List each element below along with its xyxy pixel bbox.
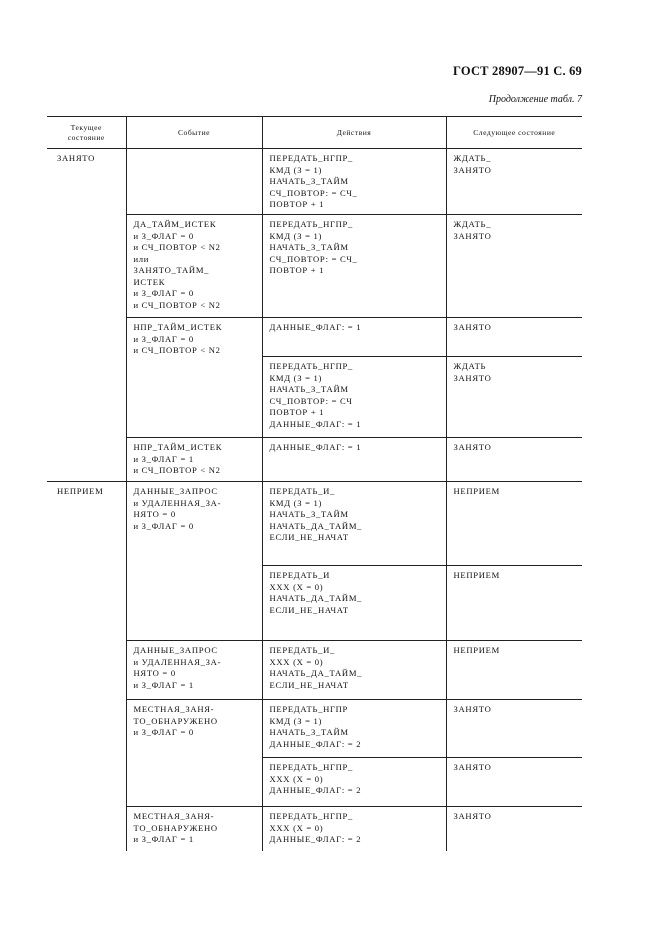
action-cell: ДАННЫЕ_ФЛАГ: = 1 xyxy=(262,318,446,357)
action-cell: ПЕРЕДАТЬ_НГПР_ XXX (X = 0) ДАННЫЕ_ФЛАГ: = 2 xyxy=(262,758,446,807)
column-header-current-state: Текущее состояние xyxy=(47,117,126,149)
table-continuation-note: Продолжение табл. 7 xyxy=(488,94,582,105)
table-row xyxy=(47,318,582,357)
event-cell: МЕСТНАЯ_ЗАНЯ- ТО_ОБНАРУЖЕНО и З_ФЛАГ = 1 xyxy=(126,807,262,851)
next-state-cell: НЕПРИЕМ xyxy=(446,482,582,566)
current-state-cell xyxy=(47,357,126,438)
current-state-cell: НЕПРИЕМ xyxy=(47,482,126,566)
table-row xyxy=(47,482,582,566)
column-header-actions: Действия xyxy=(262,117,446,149)
next-state-cell: ЖДАТЬ_ ЗАНЯТО xyxy=(446,215,582,318)
table-row xyxy=(47,357,582,438)
event-cell: НПР_ТАЙМ_ИСТЕК и З_ФЛАГ = 0 и СЧ_ПОВТОР < N2 xyxy=(126,318,262,357)
current-state-cell xyxy=(47,758,126,807)
page-header: ГОСТ 28907—91 С. 69 xyxy=(453,64,582,78)
next-state-cell: НЕПРИЕМ xyxy=(446,566,582,641)
current-state-cell xyxy=(47,566,126,641)
next-state-cell: ЗАНЯТО xyxy=(446,700,582,758)
table-row xyxy=(47,700,582,758)
current-state-cell xyxy=(47,700,126,758)
action-cell: ПЕРЕДАТЬ_И_ XXX (X = 0) НАЧАТЬ_ДА_ТАЙМ_ ЕСЛИ_НЕ_НАЧАТ xyxy=(262,641,446,700)
next-state-cell: ЖДАТЬ ЗАНЯТО xyxy=(446,357,582,438)
current-state-cell xyxy=(47,807,126,851)
event-cell xyxy=(126,357,262,438)
event-cell: НПР_ТАЙМ_ИСТЕК и З_ФЛАГ = 1 и СЧ_ПОВТОР < N2 xyxy=(126,438,262,482)
current-state-cell xyxy=(47,641,126,700)
event-cell: МЕСТНАЯ_ЗАНЯ- ТО_ОБНАРУЖЕНО и З_ФЛАГ = 0 xyxy=(126,700,262,758)
current-state-cell: ЗАНЯТО xyxy=(57,153,95,163)
current-state-cell xyxy=(47,438,126,482)
event-cell: ДА_ТАЙМ_ИСТЕК и З_ФЛАГ = 0 и СЧ_ПОВТОР < N2 или ЗАНЯТО_ТАЙМ_ ИСТЕК и З_ФЛАГ = 0 и СЧ_ПОВТОР < N2 xyxy=(126,215,262,318)
table-row xyxy=(47,641,582,700)
event-cell xyxy=(126,758,262,807)
action-cell: ПЕРЕДАТЬ_НГПР_ КМД (З = 1) НАЧАТЬ_З_ТАЙМ СЧ_ПОВТОР: = СЧ_ ПОВТОР + 1 xyxy=(262,215,446,318)
action-cell: ПЕРЕДАТЬ_НГПР_ КМД (З = 1) НАЧАТЬ_З_ТАЙМ СЧ_ПОВТОР: = СЧ ПОВТОР + 1 ДАННЫЕ_ФЛАГ: = 1 xyxy=(262,357,446,438)
state-transition-table xyxy=(47,116,582,851)
table-header-row xyxy=(47,117,582,149)
action-cell: ПЕРЕДАТЬ_НГПР_ XXX (X = 0) ДАННЫЕ_ФЛАГ: = 2 xyxy=(262,807,446,851)
table-row xyxy=(47,215,582,318)
next-state-cell: ЖДАТЬ_ ЗАНЯТО xyxy=(446,149,582,215)
current-state-cell xyxy=(47,318,126,357)
current-state-cell xyxy=(47,215,126,318)
action-cell: ПЕРЕДАТЬ_НГПР КМД (З = 1) НАЧАТЬ_З_ТАЙМ ДАННЫЕ_ФЛАГ: = 2 xyxy=(262,700,446,758)
table-row xyxy=(47,149,582,215)
next-state-cell: ЗАНЯТО xyxy=(446,318,582,357)
next-state-cell: ЗАНЯТО xyxy=(446,807,582,851)
next-state-cell: ЗАНЯТО xyxy=(446,758,582,807)
table-row xyxy=(47,758,582,807)
action-cell: ДАННЫЕ_ФЛАГ: = 1 xyxy=(262,438,446,482)
action-cell: ПЕРЕДАТЬ_И XXX (X = 0) НАЧАТЬ_ДА_ТАЙМ_ ЕСЛИ_НЕ_НАЧАТ xyxy=(262,566,446,641)
table-row xyxy=(47,807,582,851)
action-cell: ПЕРЕДАТЬ_И_ КМД (З = 1) НАЧАТЬ_З_ТАЙМ НАЧАТЬ_ДА_ТАЙМ_ ЕСЛИ_НЕ_НАЧАТ xyxy=(262,482,446,566)
column-header-event: Событие xyxy=(126,117,262,149)
table-row xyxy=(47,566,582,641)
next-state-cell: НЕПРИЕМ xyxy=(446,641,582,700)
action-cell: ПЕРЕДАТЬ_НГПР_ КМД (З = 1) НАЧАТЬ_З_ТАЙМ СЧ_ПОВТОР: = СЧ_ ПОВТОР + 1 xyxy=(262,149,446,215)
event-cell xyxy=(126,566,262,641)
column-header-next-state: Следующее состояние xyxy=(446,117,582,149)
next-state-cell: ЗАНЯТО xyxy=(446,438,582,482)
event-cell: ДАННЫЕ_ЗАПРОС и УДАЛЕННАЯ_ЗА- НЯТО = 0 и З_ФЛАГ = 0 xyxy=(126,482,262,566)
table-row xyxy=(47,438,582,482)
event-cell: ДАННЫЕ_ЗАПРОС и УДАЛЕННАЯ_ЗА- НЯТО = 0 и З_ФЛАГ = 1 xyxy=(126,641,262,700)
event-cell xyxy=(126,149,262,215)
